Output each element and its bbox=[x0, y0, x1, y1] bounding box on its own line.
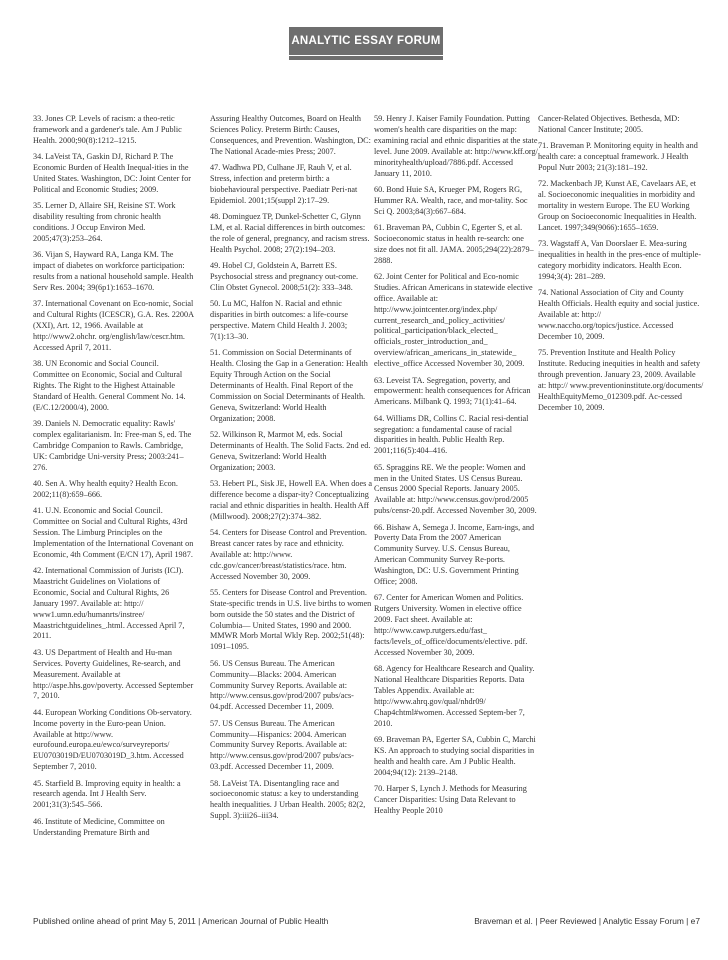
reference-item: 39. Daniels N. Democratic equality: Rawls' complex egalitarianism. In: Free-man S, ed. The Cambridge Companion to Rawls. Cambridge, UK: Cambridge Uni-versity Press; 2003:241–276. bbox=[33, 419, 192, 472]
reference-item: 34. LaVeist TA, Gaskin DJ, Richard P. The Economic Burden of Health Inequal-ities in the United States. Washington, DC: Joint Center for Political and Economic Studies; 2009. bbox=[33, 152, 191, 194]
reference-item: 66. Bishaw A, Semega J. Income, Earn-ings, and Poverty Data From the 2007 American Community Survey. U.S. Census Bureau, American Community Survey Re-ports. Washington, DC: U.S. Government Printing Office; 2008. bbox=[374, 522, 535, 587]
reference-item: 49. Hobel CJ, Goldstein A, Barrett ES. Psychosocial stress and pregnancy out-come. Clin Obstet Gynecol. 2008;51(2): 333–348. bbox=[210, 261, 359, 292]
section-title: ANALYTIC ESSAY FORUM bbox=[291, 35, 441, 47]
reference-item: Assuring Healthy Outcomes, Board on Health Sciences Policy. Preterm Birth: Causes, Consequences, and Prevention. Washington, DC: The National Acade-mies Press; 2007. bbox=[210, 114, 371, 156]
reference-item: 61. Braveman PA, Cubbin C, Egerter S, et al. Socioeconomic status in health re-search: one size does not fit all. JAMA. 2005;294(22):2879–2888. bbox=[374, 222, 534, 265]
reference-item: 62. Joint Center for Political and Eco-nomic Studies. African Americans in statewide elective office. Available at: http://www.jointcenter.org/index.php/ current_research_and_policy_activities/ political_participation/black_elected_ officials_roster_introduction_and_ overview/african_americans_in_statewide_ elective_office Accessed November 30, 2009. bbox=[374, 271, 533, 369]
reference-item: 36. Vijan S, Hayward RA, Langa KM. The impact of diabetes on workforce participation: results from a national household sample. Health Serv Res. 2004; 39(6p1):1653–1670. bbox=[33, 250, 194, 292]
references-column-2 bbox=[210, 114, 372, 828]
reference-item: 35. Lerner D, Allaire SH, Reisine ST. Work disability resulting from chronic health conditions. J Occup Environ Med. 2005;47(3):253–264. bbox=[33, 201, 176, 243]
reference-item: 43. US Department of Health and Hu-man Services. Poverty Guidelines, Re-search, and Measurement. Available at http://aspe.hhs.gov/poverty. Accessed September 7, 2010. bbox=[33, 647, 194, 701]
reference-item: 51. Commission on Social Determinants of Health. Closing the Gap in a Generation: Health Equity Through Action on the Social Determinants of Health. Final Report of the Commission on Social Determinants of Health. Geneva, Switzerland: World Health Organization; 2008. bbox=[210, 348, 368, 423]
reference-item: 58. LaVeist TA. Disentangling race and socioeconomic status: a key to understanding health inequalities. J Urban Health. 2005; 82(2, Suppl. 3):iii26–iii34. bbox=[210, 778, 366, 821]
reference-item: 53. Hebert PL, Sisk JE, Howell EA. When does a difference become a dispar-ity? Conceptualizing racial and ethnic disparities in health. Health Aff (Millwood). 2008;27(2):374–382. bbox=[210, 478, 372, 521]
reference-item: 45. Starfield B. Improving equity in health: a research agenda. Int J Health Serv. 2001;31(3):545–566. bbox=[33, 778, 181, 810]
reference-item: 75. Prevention Institute and Health Policy Institute. Reducing inequities in health and safety through prevention. January 23, 2009. Available at: http:// www.preventioninstitute.org/documents/ HealthEquityMemo_012309.pdf. Ac-cessed December 10, 2009. bbox=[538, 348, 704, 412]
reference-item: 71. Braveman P. Monitoring equity in health and health care: a conceptual framework. J Health Popul Nutr 2003; 21(3):181–192. bbox=[538, 141, 698, 173]
reference-item: 44. European Working Conditions Ob-servatory. Income poverty in the Euro-pean Union. Available at http://www. eurofound.europa.eu/ewco/surveyreports/ EU0703019D/EU0703019D_3.htm. Accessed September 7, 2010. bbox=[33, 707, 192, 772]
reference-item: 54. Centers for Disease Control and Prevention. Breast cancer rates by race and ethnicity. Available at: http://www. cdc.gov/cancer/breast/statistics/race. htm. Accessed November 30, 2009. bbox=[210, 527, 367, 581]
reference-item: 68. Agency for Healthcare Research and Quality. National Healthcare Disparities Reports. Data Tables Appendix. Available at: http://www.ahrq.gov/qual/nhdr09/ Chap4chtml#women. Accessed Septem-ber 7, 2010. bbox=[374, 664, 535, 728]
reference-item: 37. International Covenant on Eco-nomic, Social and Cultural Rights (ICESCR), G.A. Res. 2200A (XXI), Art. 12, 1966. Available at http://www2.ohchr. org/english/law/cescr.htm. Accessed April 7, 2011. bbox=[33, 299, 194, 352]
reference-item: 67. Center for American Women and Politics. Rutgers University. Women in elective office 2009. Fact sheet. Available at: http://www.cawp.rutgers.edu/fast_ facts/levels_of_office/documents/elective. pdf. Accessed November 30, 2009. bbox=[374, 593, 528, 657]
reference-item: 33. Jones CP. Levels of racism: a theo-retic framework and a gardener's tale. Am J Public Health. 2000;90(8):1212–1215. bbox=[33, 114, 182, 145]
reference-item: 41. U.N. Economic and Social Council. Committee on Social and Cultural Rights, 43rd Session. The Limburg Principles on the Implementation of the International Covenant on Economic, 4th Comment (E/CN 17), April 1987. bbox=[33, 506, 194, 559]
reference-item: 60. Bond Huie SA, Krueger PM, Rogers RG, Hummer RA. Wealth, race, and mor-tality. Soc Sci Q. 2003;84(3):667–684. bbox=[374, 184, 528, 216]
reference-item: 57. US Census Bureau. The American Community—Hispanics: 2004. American Community Survey Reports. Available at: http://www.census.gov/prod/2007 pubs/acs-03.pdf. Accessed December 11, 2009. bbox=[210, 718, 354, 772]
reference-item: 74. National Association of City and County Health Officials. Health equity and social justice. Available at: http:// www.naccho.org/topics/justice. Accessed December 10, 2009. bbox=[538, 288, 700, 341]
reference-item: 56. US Census Bureau. The American Community—Blacks: 2004. American Community Survey Reports. Available at: http://www.census.gov/prod/2007 pubs/acs-04.pdf. Accessed December 11, 2009. bbox=[210, 658, 354, 712]
section-header bbox=[289, 27, 443, 55]
reference-item: 73. Wagstaff A, Van Doorslaer E. Mea-suring inequalities in health in the pres-ence of multiple-category morbidity indicators. Health Econ. 1994;3(4): 281–289. bbox=[538, 239, 702, 281]
reference-item: 38. UN Economic and Social Council. Committee on Economic, Social and Cultural Rights. The Right to the Highest Attainable Standard of Health. General Comment No. 14. (E/C.12/2000/4), 2000. bbox=[33, 359, 186, 412]
reference-item: 59. Henry J. Kaiser Family Foundation. Putting women's health care disparities on the map: examining racial and ethnic disparities at the state level. June 2009. Available at: http://www.kff.org/ minorityhealth/upload/7886.pdf. Accessed January 11, 2010. bbox=[374, 114, 538, 178]
reference-item: 47. Wadhwa PD, Culhane JF, Rauh V, et al. Stress, infection and preterm birth: a biobehavioural perspective. Paediatr Peri-nat Epidemiol. 2001;15(suppl 2):17–29. bbox=[210, 163, 358, 205]
reference-item: 50. Lu MC, Halfon N. Racial and ethnic disparities in birth outcomes: a life-course perspective. Matern Child Health J. 2003; 7(1):13–30. bbox=[210, 299, 349, 341]
reference-item: 64. Williams DR, Collins C. Racial resi-dential segregation: a fundamental cause of racial disparities in health. Public Health Rep. 2001;116(5):404–416. bbox=[374, 413, 529, 456]
footer-journal-info: Published online ahead of print May 5, 2011 | American Journal of Public Health bbox=[33, 916, 329, 926]
reference-item: 40. Sen A. Why health equity? Health Econ. 2002;11(8):659–666. bbox=[33, 478, 178, 499]
reference-item: 55. Centers for Disease Control and Prevention. State-specific trends in U.S. live births to women born outside the 50 states and the District of Columbia— United States, 1990 and 2000. MMWR Morb Mortal Wkly Rep. 2002;51(48): 1091–1095. bbox=[210, 587, 372, 652]
footer-page-info: Braveman et al. | Peer Reviewed | Analytic Essay Forum | e7 bbox=[474, 916, 700, 926]
reference-item: 72. Mackenbach JP, Kunst AE, Cavelaars AE, et al. Socioeconomic inequalities in morbidity and mortality in western Europe. The EU Working Group on Socioeconomic Inequalities in Health. Lancet. 1997;349(9066):1655–1659. bbox=[538, 179, 697, 232]
header-underline bbox=[289, 56, 443, 60]
references-column-3 bbox=[374, 114, 538, 822]
reference-item: 65. Spraggins RE. We the people: Women and men in the United States. US Census Bureau. Census 2000 Special Reports. January 2005. Available at: http://www.census.gov/prod/2005 pubs/censr-20.pdf. Accessed November 30, 2009. bbox=[374, 462, 537, 516]
references-column-1 bbox=[33, 114, 196, 844]
reference-item: 46. Institute of Medicine, Committee on Understanding Premature Birth and bbox=[33, 816, 165, 837]
reference-item: 42. International Commission of Jurists (ICJ). Maastricht Guidelines on Violations of Economic, Social and Cultural Rights, 26 January 1997. Available at: http:// www1.umn.edu/humanrts/instree/ Maastrichtguidelines_.html. Accessed April 7, 2011. bbox=[33, 566, 185, 641]
references-column-4 bbox=[538, 114, 704, 419]
reference-item: 52. Wilkinson R, Marmot M, eds. Social Determinants of Health. The Solid Facts. 2nd ed. Geneva, Switzerland: World Health Organization; 2003. bbox=[210, 429, 371, 472]
reference-item: 63. Leveist TA. Segregation, poverty, and empowerment: health consequences for African Americans. Milbank Q. 1993; 71(1):41–64. bbox=[374, 375, 531, 407]
reference-item: 48. Dominguez TP, Dunkel-Schetter C, Glynn LM, et al. Racial differences in birth outcomes: the role of general, pregnancy, and racism stress. Health Psychol. 2008; 27(2):194–203. bbox=[210, 212, 370, 254]
reference-item: 70. Harper S, Lynch J. Methods for Measuring Cancer Disparities: Using Data Relevant to Healthy People 2010 bbox=[374, 784, 527, 815]
reference-item: Cancer-Related Objectives. Bethesda, MD: National Cancer Institute; 2005. bbox=[538, 114, 680, 134]
reference-item: 69. Braveman PA, Egerter SA, Cubbin C, Marchi KS. An approach to studying social disparities in health and health care. Am J Public Health. 2004;94(12): 2139–2148. bbox=[374, 735, 536, 777]
